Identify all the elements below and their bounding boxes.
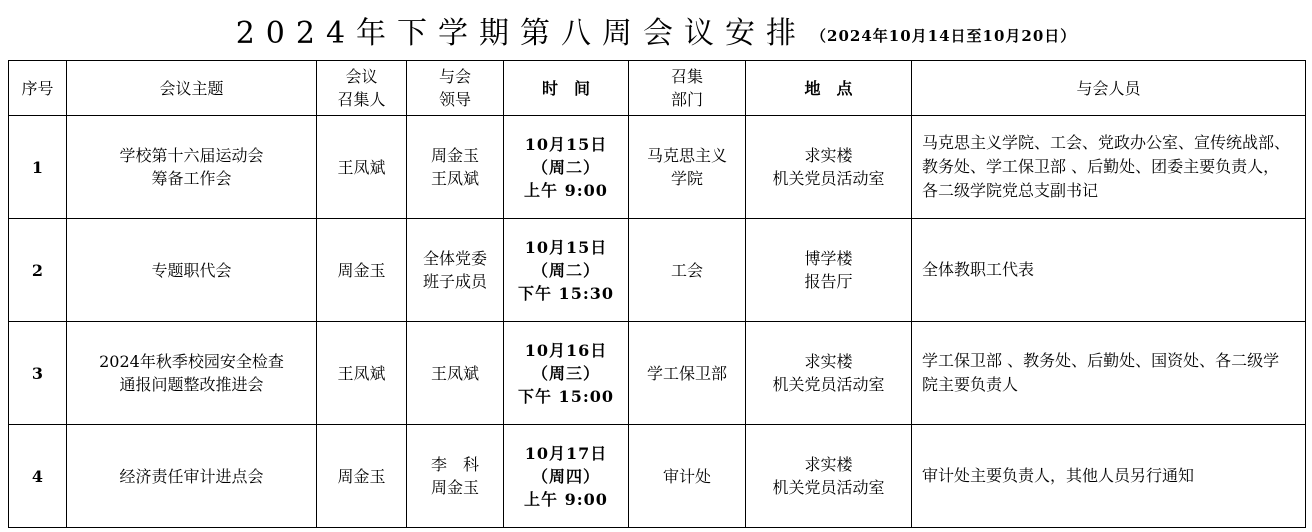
dept-cell-line: 工会 xyxy=(670,260,703,280)
seq-cell: 3 xyxy=(9,322,67,425)
table-body xyxy=(9,116,1306,528)
seq-cell: 4 xyxy=(9,425,67,528)
convener-cell xyxy=(317,425,407,528)
location-cell-line: 求实楼 xyxy=(804,146,853,165)
header-seq: 序号 xyxy=(9,61,67,116)
time-cell-line: （周三） xyxy=(531,363,600,383)
convener-cell-line: 周金玉 xyxy=(337,260,386,280)
leaders-cell-line: 王凤斌 xyxy=(430,169,479,188)
convener-cell xyxy=(317,116,407,219)
header-leaders xyxy=(407,61,504,116)
topic-cell-line: 经济责任审计进点会 xyxy=(119,466,264,486)
time-cell-line: 上午 9:00 xyxy=(524,180,608,200)
convener-cell xyxy=(317,219,407,322)
leaders-cell xyxy=(407,425,504,528)
location-cell xyxy=(746,219,912,322)
time-cell xyxy=(504,116,629,219)
location-cell-line: 求实楼 xyxy=(804,352,853,371)
attendees-cell: 马克思主义学院、工会、党政办公室、宣传统战部、教务处、学工保卫部 、后勤处、团委主要负责人，各二级学院党总支副书记 xyxy=(912,116,1306,219)
attendees-cell: 审计处主要负责人，其他人员另行通知 xyxy=(912,425,1306,528)
header-dept-line: 部门 xyxy=(670,90,703,109)
seq-cell: 2 xyxy=(9,219,67,322)
document-title: 2024年下学期第八周会议安排 xyxy=(235,16,808,51)
location-cell-line: 机关党员活动室 xyxy=(772,169,885,188)
document-header xyxy=(0,0,1312,60)
time-cell-line: 10月15日 xyxy=(524,134,608,154)
header-convener-line: 召集人 xyxy=(337,90,386,109)
dept-cell-line: 审计处 xyxy=(662,466,711,486)
topic-cell-line: 学校第十六届运动会 xyxy=(119,146,264,165)
dept-cell xyxy=(629,425,746,528)
leaders-cell-line: 班子成员 xyxy=(422,272,487,291)
time-cell xyxy=(504,425,629,528)
header-leaders-line: 与会 xyxy=(438,67,471,86)
header-time: 时 间 xyxy=(504,61,629,116)
location-cell-line: 机关党员活动室 xyxy=(772,478,885,497)
dept-cell-line: 学工保卫部 xyxy=(646,363,727,383)
convener-cell-line: 周金玉 xyxy=(337,466,386,486)
leaders-cell xyxy=(407,322,504,425)
location-cell-line: 机关党员活动室 xyxy=(772,375,885,394)
topic-cell-line: 筹备工作会 xyxy=(151,169,232,188)
topic-cell-line: 通报问题整改推进会 xyxy=(119,375,264,394)
header-convener-line: 会议 xyxy=(345,67,378,86)
document-date-range: （2024年10月14日至10月20日） xyxy=(811,26,1077,45)
time-cell-line: 上午 9:00 xyxy=(524,489,608,509)
leaders-cell-line: 周金玉 xyxy=(430,478,479,497)
table-row xyxy=(9,219,1306,322)
topic-cell xyxy=(67,425,317,528)
time-cell-line: （周二） xyxy=(531,157,600,177)
time-cell-line: （周四） xyxy=(531,466,600,486)
leaders-cell-line: 周金玉 xyxy=(430,146,479,165)
leaders-cell-line: 全体党委 xyxy=(422,249,487,268)
attendees-cell: 全体教职工代表 xyxy=(912,219,1306,322)
leaders-cell xyxy=(407,219,504,322)
convener-cell xyxy=(317,322,407,425)
header-topic: 会议主题 xyxy=(67,61,317,116)
dept-cell xyxy=(629,322,746,425)
dept-cell xyxy=(629,116,746,219)
topic-cell-line: 专题职代会 xyxy=(151,260,232,280)
topic-cell-line: 2024年秋季校园安全检查 xyxy=(99,352,284,371)
table-header-row xyxy=(9,61,1306,116)
convener-cell-line: 王凤斌 xyxy=(337,363,386,383)
dept-cell-line: 马克思主义 xyxy=(646,146,727,165)
time-cell-line: 下午 15:00 xyxy=(517,386,614,406)
attendees-cell: 学工保卫部 、教务处、后勤处、国资处、各二级学院主要负责人 xyxy=(912,322,1306,425)
dept-cell-line: 学院 xyxy=(670,169,703,188)
time-cell-line: 下午 15:30 xyxy=(517,283,614,303)
location-cell xyxy=(746,116,912,219)
time-cell xyxy=(504,219,629,322)
header-attendees: 与会人员 xyxy=(912,61,1306,116)
table-row xyxy=(9,425,1306,528)
leaders-cell xyxy=(407,116,504,219)
time-cell xyxy=(504,322,629,425)
topic-cell xyxy=(67,322,317,425)
time-cell-line: 10月15日 xyxy=(524,237,608,257)
dept-cell xyxy=(629,219,746,322)
leaders-cell-line: 王凤斌 xyxy=(430,363,479,383)
time-cell-line: 10月17日 xyxy=(524,443,608,463)
meeting-schedule-table xyxy=(8,60,1306,528)
location-cell xyxy=(746,425,912,528)
header-dept-line: 召集 xyxy=(670,67,703,86)
header-dept xyxy=(629,61,746,116)
time-cell-line: 10月16日 xyxy=(524,340,608,360)
header-convener xyxy=(317,61,407,116)
topic-cell xyxy=(67,116,317,219)
header-leaders-line: 领导 xyxy=(438,90,471,109)
topic-cell xyxy=(67,219,317,322)
seq-cell: 1 xyxy=(9,116,67,219)
leaders-cell-line: 李 科 xyxy=(430,455,479,474)
convener-cell-line: 王凤斌 xyxy=(337,157,386,177)
table-row xyxy=(9,322,1306,425)
location-cell-line: 报告厅 xyxy=(804,272,853,291)
location-cell-line: 求实楼 xyxy=(804,455,853,474)
location-cell xyxy=(746,322,912,425)
location-cell-line: 博学楼 xyxy=(804,249,853,268)
header-location: 地 点 xyxy=(746,61,912,116)
table-row xyxy=(9,116,1306,219)
time-cell-line: （周二） xyxy=(531,260,600,280)
